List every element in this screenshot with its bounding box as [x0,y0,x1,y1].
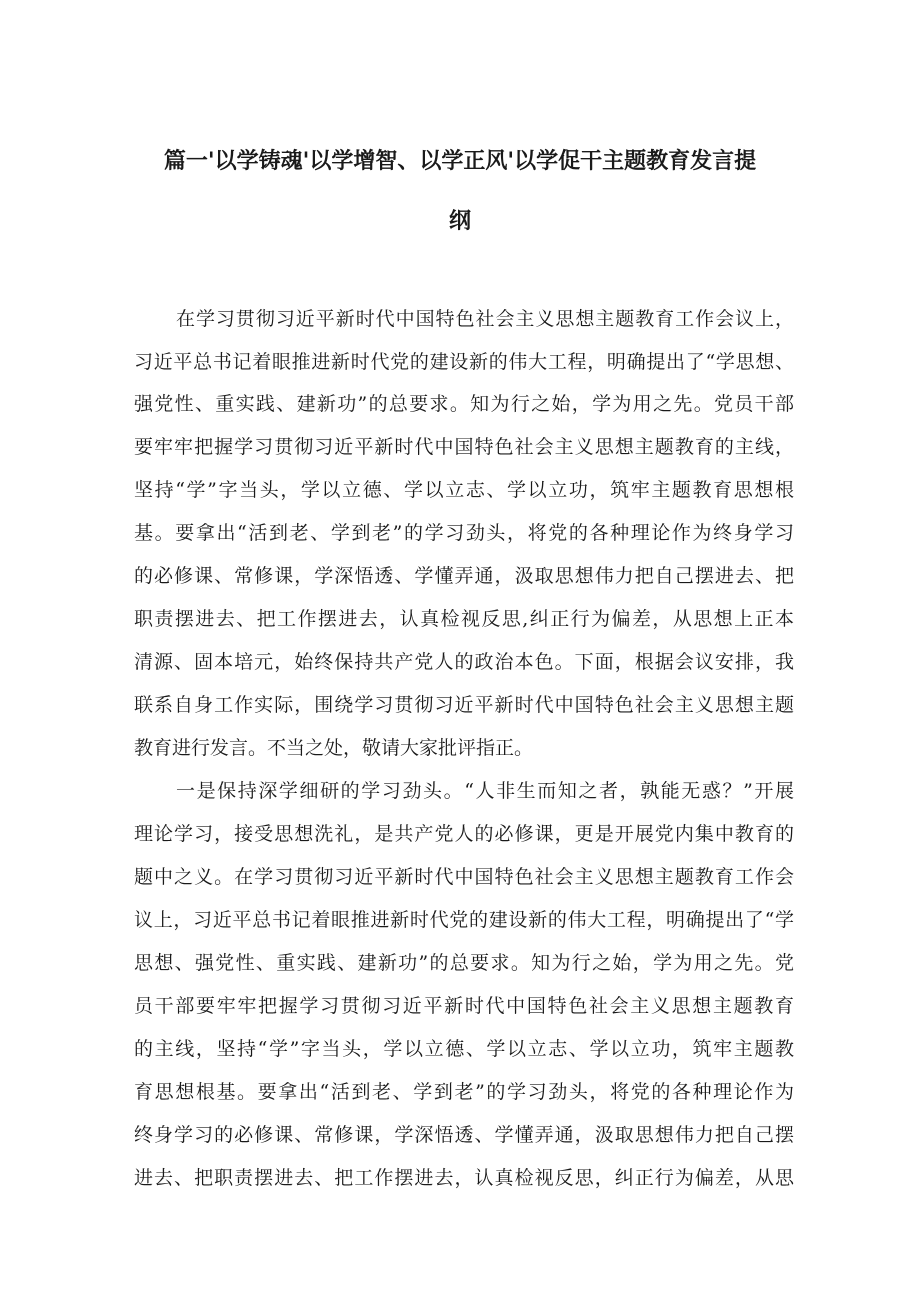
paragraph-line: 职责摆进去、把工作摆进去，认真检视反思,纠正行为偏差，从思想上正本 [134,608,794,630]
paragraph-line: 要牢牢把握学习贯彻习近平新时代中国特色社会主义思想主题教育的主线， [134,436,794,458]
paragraph-line: 联系自身工作实际，围绕学习贯彻习近平新时代中国特色社会主义思想主题 [134,694,794,716]
paragraph-line: 题中之义。在学习贯彻习近平新时代中国特色社会主义思想主题教育工作会 [134,866,794,888]
paragraph-line: 一是保持深学细研的学习劲头。“人非生而知之者，孰能无惑？”开展 [176,780,794,802]
paragraph-line: 理论学习，接受思想洗礼，是共产党人的必修课，更是开展党内集中教育的 [134,823,794,845]
paragraph-line: 的必修课、常修课，学深悟透、学懂弄通，汲取思想伟力把自己摆进去、把 [134,565,794,587]
paragraph-line: 清源、固本培元，始终保持共产党人的政治本色。下面，根据会议安排，我 [134,651,794,673]
paragraph-line: 进去、把职责摆进去、把工作摆进去，认真检视反思，纠正行为偏差，从思 [134,1167,794,1189]
paragraph-line: 坚持“学”字当头，学以立德、学以立志、学以立功，筑牢主题教育思想根 [134,479,794,501]
paragraph-line: 在学习贯彻习近平新时代中国特色社会主义思想主题教育工作会议上， [176,308,794,330]
paragraph-line: 的主线，坚持“学”字当头，学以立德、学以立志、学以立功，筑牢主题教 [134,1038,794,1060]
paragraph-line: 强党性、重实践、建新功”的总要求。知为行之始，学为用之先。党员干部 [134,393,794,415]
document-title-line-2: 纲 [448,209,471,234]
paragraph-line: 议上，习近平总书记着眼推进新时代党的建设新的伟大工程，明确提出了“学 [134,909,794,931]
paragraph-line: 员干部要牢牢把握学习贯彻习近平新时代中国特色社会主义思想主题教育 [134,995,794,1017]
paragraph-line: 终身学习的必修课、常修课，学深悟透、学懂弄通，汲取思想伟力把自己摆 [134,1124,794,1146]
document-title-line-1: 篇一'以学铸魂'以学增智、以学正风'以学促干主题教育发言提 [163,149,757,174]
paragraph-line: 习近平总书记着眼推进新时代党的建设新的伟大工程，明确提出了“学思想、 [134,351,794,373]
paragraph-line: 基。要拿出“活到老、学到老”的学习劲头，将党的各种理论作为终身学习 [134,522,794,544]
paragraph-line: 思想、强党性、重实践、建新功”的总要求。知为行之始，学为用之先。党 [134,952,794,974]
paragraph-line: 教育进行发言。不当之处，敬请大家批评指正。 [134,737,534,759]
paragraph-line: 育思想根基。要拿出“活到老、学到老”的学习劲头，将党的各种理论作为 [134,1081,794,1103]
